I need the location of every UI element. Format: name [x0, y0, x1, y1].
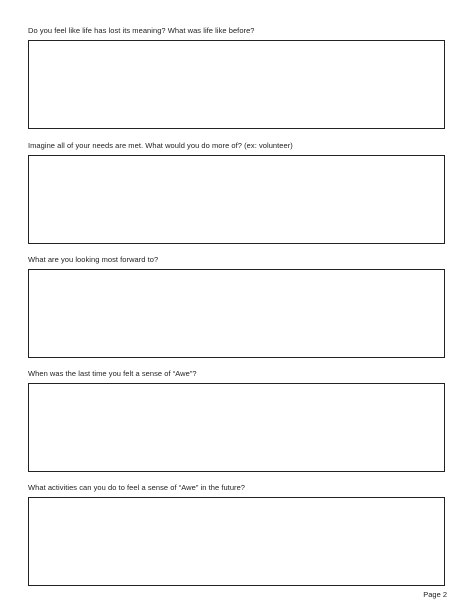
question-1-prompt: Do you feel like life has lost its meaning? What was life like before?: [28, 26, 255, 35]
question-4-prompt: When was the last time you felt a sense of “Awe”?: [28, 369, 197, 378]
question-3-prompt: What are you looking most forward to?: [28, 255, 159, 264]
question-2-answer-box[interactable]: [28, 155, 445, 244]
page-number: Page 2: [423, 590, 447, 599]
question-4-answer-box[interactable]: [28, 383, 445, 472]
question-5-answer-box[interactable]: [28, 497, 445, 586]
question-5-prompt: What activities can you do to feel a sense of “Awe” in the future?: [28, 483, 246, 492]
question-1-answer-box[interactable]: [28, 40, 445, 129]
question-3-answer-box[interactable]: [28, 269, 445, 358]
question-2-prompt: Imagine all of your needs are met. What would you do more of? (ex: volunteer): [28, 141, 293, 150]
